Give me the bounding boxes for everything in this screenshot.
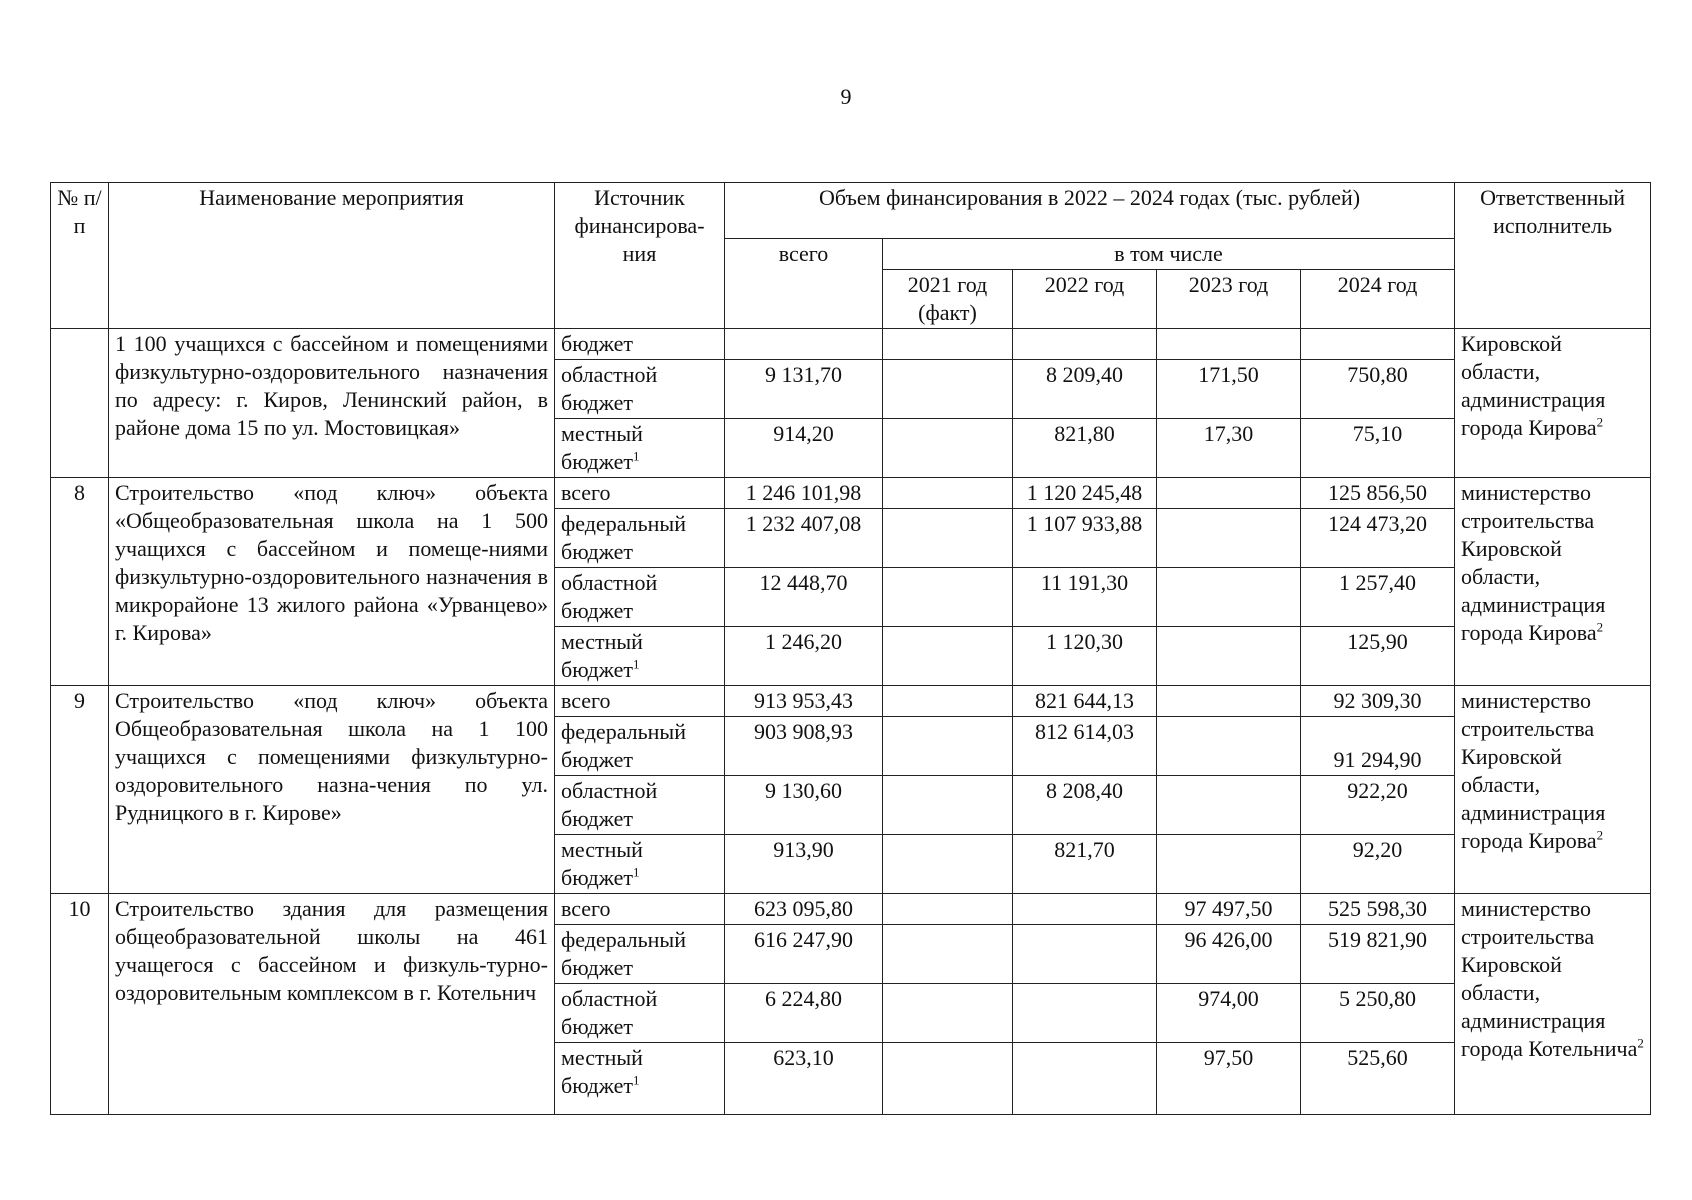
amount-2023 (1157, 776, 1301, 835)
amount-2022: 1 107 933,88 (1013, 509, 1157, 568)
amount-2023: 171,50 (1157, 360, 1301, 419)
amount-2024: 125 856,50 (1301, 478, 1455, 509)
amount-2021 (883, 360, 1013, 419)
amount-2024: 525,60 (1301, 1043, 1455, 1115)
header-name: Наименование мероприятия (109, 183, 555, 329)
amount-2021 (883, 776, 1013, 835)
amount-2024: 92 309,30 (1301, 686, 1455, 717)
funding-source: областной бюджет (555, 776, 725, 835)
amount-total: 12 448,70 (725, 568, 883, 627)
row-number: 9 (51, 686, 109, 894)
amount-total (725, 329, 883, 360)
measure-name: 1 100 учащихся с бассейном и помещениями физкультурно-оздоровительного назначения по адресу: г. Киров, Ленинский район, в районе дома 15 по ул. Мостовицкая» (109, 329, 555, 478)
measure-name: Строительство здания для размещения общеобразовательной школы на 461 учащегося с бассейном и физкуль-турно-оздоровительным комплексом в г. Котельнич (109, 894, 555, 1115)
amount-2022 (1013, 1043, 1157, 1115)
amount-2023 (1157, 568, 1301, 627)
responsible-executor: министерство строительства Кировской области, администрация города Кирова$^2$ (1455, 478, 1651, 686)
funding-source: всего (555, 478, 725, 509)
table-row (51, 686, 1651, 717)
amount-2022 (1013, 894, 1157, 925)
amount-total: 616 247,90 (725, 925, 883, 984)
header-total: всего (725, 239, 883, 329)
row-number: 10 (51, 894, 109, 1115)
row-number (51, 329, 109, 478)
amount-2022: 8 209,40 (1013, 360, 1157, 419)
amount-total: 913 953,43 (725, 686, 883, 717)
amount-2021 (883, 1043, 1013, 1115)
amount-2021 (883, 627, 1013, 686)
table-header (51, 183, 1651, 329)
amount-2023 (1157, 509, 1301, 568)
amount-2024: 525 598,30 (1301, 894, 1455, 925)
funding-source-footnote-mark: 1 (633, 448, 640, 464)
funding-source: всего (555, 686, 725, 717)
amount-total: 1 232 407,08 (725, 509, 883, 568)
funding-source: областной бюджет (555, 984, 725, 1043)
amount-2023 (1157, 717, 1301, 776)
amount-total: 1 246 101,98 (725, 478, 883, 509)
responsible-executor-footnote-mark: 2 (1596, 414, 1604, 430)
amount-2021 (883, 717, 1013, 776)
header-including: в том числе (883, 239, 1455, 270)
amount-2024: 124 473,20 (1301, 509, 1455, 568)
amount-2021 (883, 984, 1013, 1043)
amount-2023 (1157, 329, 1301, 360)
amount-2021 (883, 835, 1013, 894)
amount-2024: 922,20 (1301, 776, 1455, 835)
header-2022: 2022 год (1013, 270, 1157, 329)
funding-source: местный бюджет$^1$ (555, 835, 725, 894)
amount-2023 (1157, 478, 1301, 509)
amount-2022 (1013, 925, 1157, 984)
amount-total: 9 130,60 (725, 776, 883, 835)
header-2023: 2023 год (1157, 270, 1301, 329)
funding-source: бюджет (555, 329, 725, 360)
amount-2024: 125,90 (1301, 627, 1455, 686)
amount-2022: 821 644,13 (1013, 686, 1157, 717)
amount-2021 (883, 509, 1013, 568)
funding-source: областной бюджет (555, 360, 725, 419)
header-volume: Объем финансирования в 2022 – 2024 годах (тыс. рублей) (725, 183, 1455, 239)
responsible-executor: Кировской области, администрация города Кирова$^2$ (1455, 329, 1651, 478)
amount-total: 623 095,80 (725, 894, 883, 925)
amount-2021 (883, 478, 1013, 509)
amount-2021 (883, 686, 1013, 717)
amount-2022 (1013, 984, 1157, 1043)
table-row (51, 329, 1651, 360)
amount-total: 9 131,70 (725, 360, 883, 419)
amount-2024: 75,10 (1301, 419, 1455, 478)
financing-table (50, 182, 1651, 1115)
funding-source: местный бюджет$^1$ (555, 1043, 725, 1115)
funding-source: областной бюджет (555, 568, 725, 627)
amount-total: 903 908,93 (725, 717, 883, 776)
amount-total: 6 224,80 (725, 984, 883, 1043)
amount-2022: 11 191,30 (1013, 568, 1157, 627)
amount-2021 (883, 925, 1013, 984)
header-source: Источник финансирова-ния (555, 183, 725, 329)
amount-2024: 5 250,80 (1301, 984, 1455, 1043)
funding-source: федеральный бюджет (555, 509, 725, 568)
responsible-executor: министерство строительства Кировской области, администрация города Кирова$^2$ (1455, 686, 1651, 894)
responsible-executor-footnote-mark: 2 (1596, 619, 1604, 635)
amount-2022: 1 120,30 (1013, 627, 1157, 686)
amount-total: 913,90 (725, 835, 883, 894)
amount-2023: 96 426,00 (1157, 925, 1301, 984)
table-row (51, 478, 1651, 509)
amount-2021 (883, 568, 1013, 627)
funding-source: местный бюджет$^1$ (555, 419, 725, 478)
amount-2021 (883, 419, 1013, 478)
funding-source: местный бюджет$^1$ (555, 627, 725, 686)
responsible-executor: министерство строительства Кировской области, администрация города Котельнича$^2$ (1455, 894, 1651, 1115)
header-2021: 2021 год (факт) (883, 270, 1013, 329)
responsible-executor-footnote-mark: 2 (1637, 1035, 1644, 1051)
table-body (51, 329, 1651, 1115)
amount-2024: 1 257,40 (1301, 568, 1455, 627)
amount-2022: 8 208,40 (1013, 776, 1157, 835)
header-executor: Ответственный исполнитель (1455, 183, 1651, 329)
amount-2024: 750,80 (1301, 360, 1455, 419)
amount-2021 (883, 894, 1013, 925)
funding-source-footnote-mark: 1 (633, 864, 640, 880)
amount-2023: 17,30 (1157, 419, 1301, 478)
amount-2022 (1013, 329, 1157, 360)
table-row (51, 894, 1651, 925)
measure-name: Строительство «под ключ» объекта «Общеобразовательная школа на 1 500 учащихся с бассейном и помеще-ниями физкультурно-оздоровительного назначения в микрорайоне 13 жилого района «Урванцево» г. Кирова» (109, 478, 555, 686)
amount-2021 (883, 329, 1013, 360)
funding-source: федеральный бюджет (555, 717, 725, 776)
measure-name: Строительство «под ключ» объекта Общеобразовательная школа на 1 100 учащихся с помещениями физкультурно-оздоровительного назна-чения по ул. Рудницкого в г. Кирове» (109, 686, 555, 894)
amount-2022: 821,80 (1013, 419, 1157, 478)
amount-2024: 92,20 (1301, 835, 1455, 894)
header-num: № п/п (51, 183, 109, 329)
funding-source-footnote-mark: 1 (633, 1072, 640, 1088)
amount-2023 (1157, 835, 1301, 894)
amount-2024: 91 294,90 (1301, 717, 1455, 776)
amount-2023: 97 497,50 (1157, 894, 1301, 925)
amount-2022: 812 614,03 (1013, 717, 1157, 776)
amount-2023 (1157, 686, 1301, 717)
amount-total: 914,20 (725, 419, 883, 478)
amount-2022: 1 120 245,48 (1013, 478, 1157, 509)
funding-source: всего (555, 894, 725, 925)
header-2024: 2024 год (1301, 270, 1455, 329)
amount-2022: 821,70 (1013, 835, 1157, 894)
amount-2023: 97,50 (1157, 1043, 1301, 1115)
responsible-executor-footnote-mark: 2 (1596, 827, 1604, 843)
amount-total: 1 246,20 (725, 627, 883, 686)
funding-source: федеральный бюджет (555, 925, 725, 984)
amount-2024: 519 821,90 (1301, 925, 1455, 984)
amount-2023: 974,00 (1157, 984, 1301, 1043)
amount-2023 (1157, 627, 1301, 686)
page-number: 9 (840, 84, 852, 109)
amount-2024 (1301, 329, 1455, 360)
amount-total: 623,10 (725, 1043, 883, 1115)
funding-source-footnote-mark: 1 (633, 656, 640, 672)
row-number: 8 (51, 478, 109, 686)
